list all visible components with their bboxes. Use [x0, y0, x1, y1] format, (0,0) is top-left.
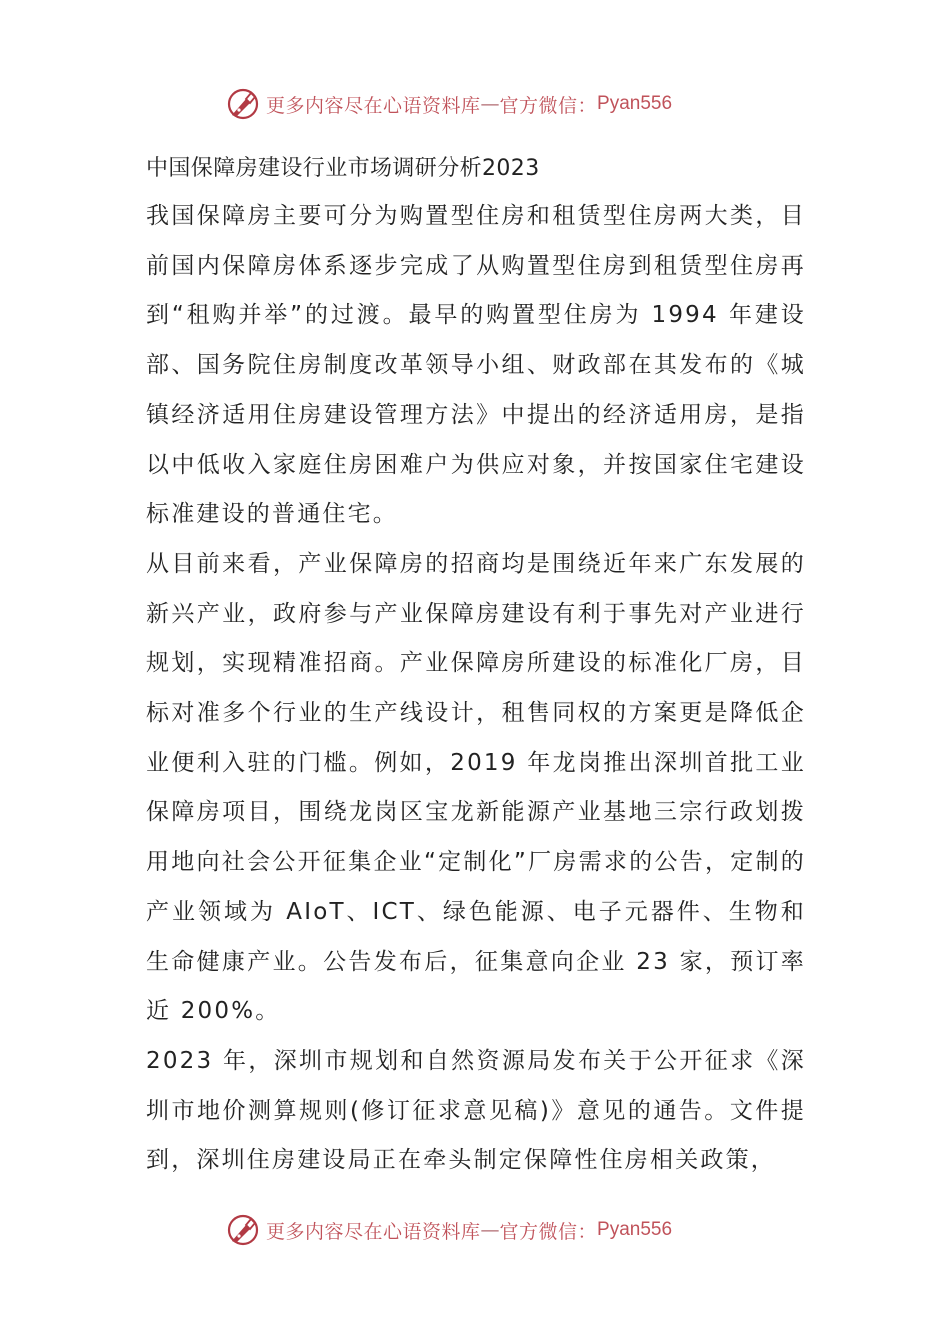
watermark-dash: — [480, 1219, 500, 1241]
watermark-handle: Pyan556 [597, 1219, 673, 1240]
paragraph: 从目前来看，产业保障房的招商均是围绕近年来广东发展的新兴产业，政府参与产业保障房建设有利于事先对产业进行规划，实现精准招商。产业保障房所建设的标准化厂房，目标对准多个行业的生产线设计，租售同权的方案更是降低企业便利入驻的门槛。例如，2019 年龙岗推出深圳首批工业保障房项目，围绕龙岗区宝龙新能源产业基地三宗行政划拨用地向社会公开征集企业“定制化”厂房需求的公告，定制的产业领域为 AIoT、ICT、绿色能源、电子元器件、生物和生命健康产业。公告发布后，征集意向企业 23 家，预订率近 200%。 [146, 550, 806, 1025]
watermark-text: 更多内容尽在心语资料库 [266, 1220, 481, 1243]
page-title: 中国保障房建设行业市场调研分析2023 [146, 156, 540, 181]
pen-nib-logo-icon [226, 87, 260, 121]
header-watermark [226, 86, 672, 122]
footer-watermark [226, 1212, 672, 1248]
watermark-dash: — [480, 93, 500, 115]
paragraph: 我国保障房主要可分为购置型住房和租赁型住房两大类，目前国内保障房体系逐步完成了从购置型住房到租赁型住房再到“租购并举”的过渡。最早的购置型住房为 1994 年建设部、国务院住房制度改革领导小组、财政部在其发布的《城镇经济适用住房建设管理方法》中提出的经济适用房，是指以中低收入家庭住房困难户为供应对象，并按国家住宅建设标准建设的普通住宅。 [146, 203, 806, 528]
paragraph: 2023 年，深圳市规划和自然资源局发布关于公开征求《深圳市地价测算规则(修订征求意见稿)》意见的通告。文件提到，深圳住房建设局正在牵头制定保障性住房相关政策， [146, 1047, 806, 1174]
watermark-label: 官方微信： [499, 1220, 598, 1243]
document-body [146, 146, 806, 1186]
watermark-text: 更多内容尽在心语资料库 [266, 94, 481, 117]
watermark-handle: Pyan556 [597, 93, 673, 114]
pen-nib-logo-icon [226, 1213, 260, 1247]
watermark-label: 官方微信： [499, 94, 598, 117]
